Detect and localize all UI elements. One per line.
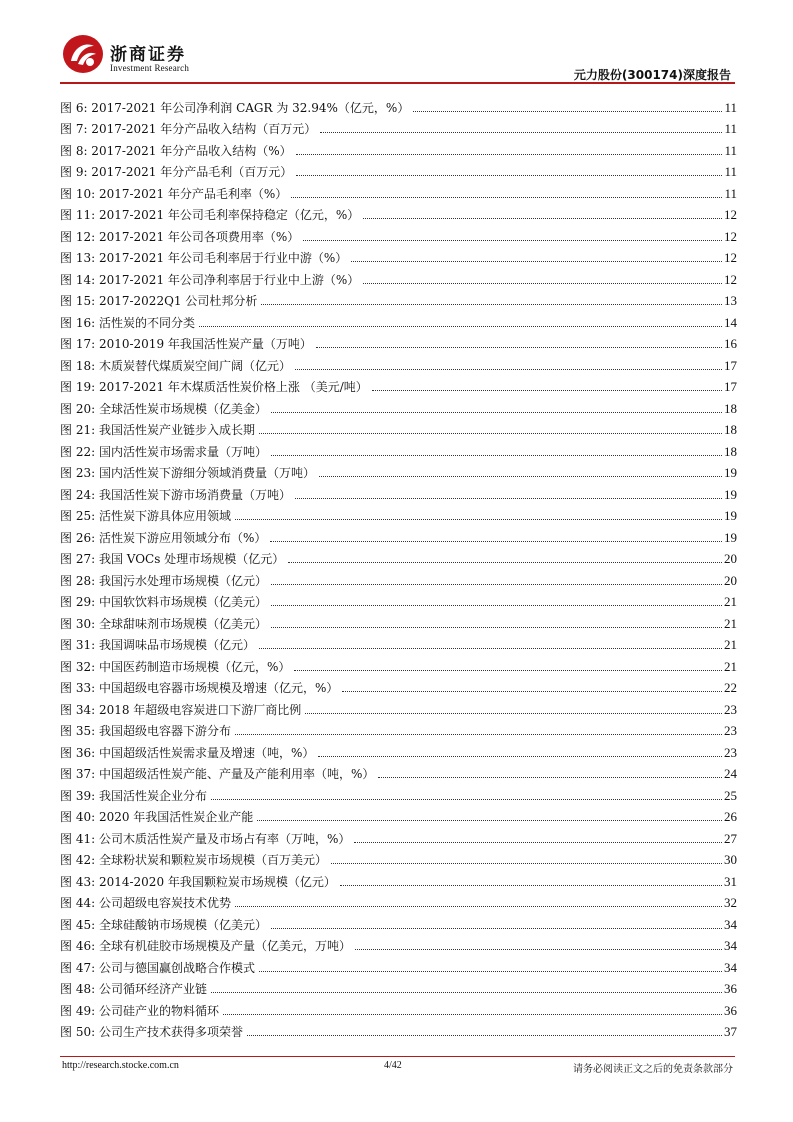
- report-title: 元力股份(300174)深度报告: [573, 68, 731, 82]
- toc-entry-page: 21: [724, 594, 737, 609]
- toc-entry-label: 图 13: 2017-2021 年公司毛利率居于行业中游（%）: [60, 251, 348, 265]
- toc-leader-dots: [235, 519, 722, 520]
- toc-entry[interactable]: [60, 416, 737, 438]
- toc-leader-dots: [303, 240, 722, 241]
- toc-entry-label: 图 39: 我国活性炭企业分布: [60, 788, 207, 803]
- toc-leader-dots: [271, 605, 722, 606]
- toc-leader-dots: [363, 283, 722, 284]
- toc-entry-label: 图 41: 公司木质活性炭产量及市场占有率（万吨，%）: [60, 831, 351, 846]
- toc-entry[interactable]: [60, 803, 737, 825]
- toc-entry-label: 图 28: 我国污水处理市场规模（亿元）: [60, 573, 267, 588]
- toc-leader-dots: [340, 885, 722, 886]
- toc-entry[interactable]: [60, 373, 737, 395]
- toc-entry-label: 图 26: 活性炭下游应用领域分布（%）: [60, 530, 267, 545]
- brand-name-en: Investment Research: [110, 63, 190, 73]
- toc-entry-page: 37: [724, 1024, 737, 1039]
- toc-entry-page: 36: [724, 1002, 737, 1018]
- toc-entry[interactable]: [60, 695, 737, 717]
- footer-url[interactable]: http://research.stocke.com.cn: [62, 1060, 179, 1071]
- toc-entry-page: 19: [724, 508, 737, 523]
- toc-entry-page: 11: [724, 164, 737, 179]
- toc-entry-label: 图 43: 2014-2020 年我国颗粒炭市场规模（亿元）: [60, 874, 336, 889]
- toc-entry-label: 图 42: 全球粉状炭和颗粒炭市场规模（百万美元）: [60, 853, 327, 867]
- toc-leader-dots: [247, 1035, 722, 1036]
- toc-entry-label: 图 17: 2010-2019 年我国活性炭产量（万吨）: [60, 337, 312, 351]
- toc-entry[interactable]: [60, 265, 737, 287]
- toc-entry[interactable]: [60, 437, 737, 459]
- toc-entry-label: 图 44: 公司超级电容炭技术优势: [60, 896, 231, 910]
- toc-leader-dots: [261, 304, 722, 305]
- toc-entry-page: 26: [724, 809, 737, 824]
- toc-entry[interactable]: [60, 287, 737, 309]
- toc-entry-label: 图 45: 全球硅酸钠市场规模（亿美元）: [60, 917, 267, 932]
- toc-leader-dots: [295, 369, 722, 370]
- toc-entry[interactable]: [60, 738, 737, 760]
- toc-entry[interactable]: [60, 179, 737, 201]
- footer-disclaimer-note: 请务必阅读正文之后的免责条款部分: [573, 1064, 733, 1075]
- toc-entry[interactable]: [60, 158, 737, 180]
- toc-entry-label: 图 19: 2017-2021 年木煤质活性炭价格上涨 （美元/吨）: [60, 380, 368, 394]
- toc-entry-page: 31: [724, 873, 737, 889]
- toc-leader-dots: [295, 498, 722, 499]
- toc-entry[interactable]: [60, 932, 737, 954]
- toc-entry-label: 图 46: 全球有机硅胶市场规模及产量（亿美元，万吨）: [60, 939, 351, 953]
- toc-entry-page: 12: [724, 271, 737, 287]
- toc-entry-label: 图 40: 2020 年我国活性炭企业产能: [60, 810, 254, 824]
- toc-entry[interactable]: [60, 136, 737, 158]
- toc-entry[interactable]: [60, 910, 737, 932]
- toc-entry-page: 20: [724, 551, 737, 566]
- toc-entry-page: 34: [724, 938, 737, 953]
- toc-entry-page: 19: [724, 486, 737, 502]
- toc-entry-page: 27: [724, 830, 737, 846]
- toc-leader-dots: [270, 541, 722, 542]
- toc-entry-label: 图 34: 2018 年超级电容炭进口下游厂商比例: [60, 702, 302, 717]
- toc-entry-label: 图 29: 中国软饮料市场规模（亿美元）: [60, 595, 267, 609]
- brand-name-cn: 浙商证券: [110, 45, 186, 65]
- toc-entry[interactable]: [60, 824, 737, 846]
- toc-entry-label: 图 35: 我国超级电容器下游分布: [60, 724, 231, 738]
- toc-entry[interactable]: [60, 781, 737, 803]
- toc-entry-page: 32: [724, 895, 737, 910]
- toc-leader-dots: [342, 691, 722, 692]
- toc-entry[interactable]: [60, 953, 737, 975]
- toc-entry-label: 图 33: 中国超级电容器市场规模及增速（亿元，%）: [60, 681, 339, 695]
- toc-leader-dots: [211, 799, 722, 800]
- toc-leader-dots: [271, 584, 722, 585]
- toc-entry[interactable]: [60, 1018, 737, 1040]
- toc-leader-dots: [413, 111, 722, 112]
- toc-entry-page: 17: [724, 379, 737, 394]
- toc-entry-label: 图 32: 中国医药制造市场规模（亿元，%）: [60, 659, 291, 674]
- footer-divider: [60, 1056, 735, 1057]
- toc-entry[interactable]: [60, 846, 737, 868]
- toc-entry-label: 图 23: 国内活性炭下游细分领域消费量（万吨）: [60, 466, 315, 480]
- toc-entry-page: 16: [724, 336, 737, 351]
- toc-leader-dots: [320, 132, 722, 133]
- toc-entry[interactable]: [60, 867, 737, 889]
- toc-leader-dots: [271, 455, 722, 456]
- toc-entry[interactable]: [60, 394, 737, 416]
- toc-entry[interactable]: [60, 652, 737, 674]
- toc-entry-page: 36: [724, 981, 737, 996]
- figure-list: [60, 93, 737, 1039]
- toc-leader-dots: [257, 820, 722, 821]
- toc-leader-dots: [259, 971, 722, 972]
- header-divider: [60, 82, 735, 84]
- toc-entry-label: 图 6: 2017-2021 年公司净利润 CAGR 为 32.94%（亿元，%）: [60, 100, 410, 115]
- toc-leader-dots: [199, 326, 722, 327]
- toc-entry[interactable]: [60, 480, 737, 502]
- toc-entry-page: 24: [724, 766, 737, 781]
- toc-entry[interactable]: [60, 244, 737, 266]
- toc-entry[interactable]: [60, 523, 737, 545]
- toc-leader-dots: [316, 347, 722, 348]
- toc-entry-page: 34: [724, 959, 737, 975]
- toc-entry-label: 图 27: 我国 VOCs 处理市场规模（亿元）: [60, 552, 285, 566]
- toc-entry[interactable]: [60, 588, 737, 610]
- toc-leader-dots: [296, 175, 722, 176]
- toc-entry-label: 图 8: 2017-2021 年分产品收入结构（%）: [60, 143, 292, 158]
- toc-entry[interactable]: [60, 308, 737, 330]
- toc-entry-label: 图 25: 活性炭下游具体应用领域: [60, 509, 231, 523]
- toc-entry[interactable]: [60, 330, 737, 352]
- toc-leader-dots: [294, 670, 722, 671]
- toc-entry-page: 21: [724, 615, 737, 631]
- toc-leader-dots: [259, 433, 722, 434]
- toc-entry[interactable]: [60, 115, 737, 137]
- page-header: [0, 0, 793, 85]
- toc-leader-dots: [288, 562, 722, 563]
- toc-entry-page: 21: [724, 658, 737, 674]
- toc-leader-dots: [372, 390, 722, 391]
- toc-leader-dots: [271, 928, 722, 929]
- toc-entry[interactable]: [60, 201, 737, 223]
- toc-entry-page: 21: [724, 637, 737, 652]
- toc-entry-label: 图 11: 2017-2021 年公司毛利率保持稳定（亿元，%）: [60, 208, 360, 222]
- toc-entry-page: 13: [724, 293, 737, 308]
- toc-entry[interactable]: [60, 996, 737, 1018]
- toc-entry-page: 25: [724, 787, 737, 803]
- toc-entry-page: 22: [724, 680, 737, 695]
- toc-leader-dots: [331, 863, 722, 864]
- toc-entry[interactable]: [60, 459, 737, 481]
- toc-entry-label: 图 9: 2017-2021 年分产品毛利（百万元）: [60, 165, 293, 179]
- toc-entry[interactable]: [60, 609, 737, 631]
- toc-entry-page: 19: [724, 529, 737, 545]
- toc-entry-label: 图 49: 公司硅产业的物料循环: [60, 1003, 219, 1018]
- toc-entry[interactable]: [60, 631, 737, 653]
- toc-entry-label: 图 50: 公司生产技术获得多项荣誉: [60, 1025, 243, 1039]
- toc-entry-page: 19: [724, 465, 737, 480]
- toc-entry-label: 图 12: 2017-2021 年公司各项费用率（%）: [60, 229, 300, 244]
- toc-entry-page: 11: [724, 142, 737, 158]
- toc-entry-label: 图 16: 活性炭的不同分类: [60, 315, 195, 330]
- toc-leader-dots: [351, 261, 722, 262]
- toc-entry-label: 图 15: 2017-2022Q1 公司杜邦分析: [60, 294, 258, 308]
- toc-leader-dots: [271, 412, 722, 413]
- toc-leader-dots: [291, 197, 722, 198]
- toc-entry[interactable]: [60, 975, 737, 997]
- toc-leader-dots: [235, 906, 722, 907]
- toc-entry-label: 图 36: 中国超级活性炭需求量及增速（吨，%）: [60, 745, 315, 760]
- toc-entry-label: 图 14: 2017-2021 年公司净利率居于行业中上游（%）: [60, 272, 360, 287]
- toc-leader-dots: [223, 1014, 722, 1015]
- toc-entry-page: 11: [724, 121, 737, 136]
- toc-entry[interactable]: [60, 760, 737, 782]
- toc-entry-label: 图 30: 全球甜味剂市场规模（亿美元）: [60, 616, 267, 631]
- toc-entry-page: 23: [724, 744, 737, 760]
- toc-entry[interactable]: [60, 93, 737, 115]
- toc-entry-label: 图 37: 中国超级活性炭产能、产量及产能利用率（吨，%）: [60, 767, 375, 781]
- toc-leader-dots: [271, 627, 722, 628]
- toc-entry[interactable]: [60, 717, 737, 739]
- toc-entry-label: 图 20: 全球活性炭市场规模（亿美金）: [60, 401, 267, 416]
- toc-entry-page: 11: [724, 185, 737, 201]
- toc-entry-page: 12: [724, 228, 737, 244]
- toc-leader-dots: [259, 648, 722, 649]
- toc-entry-page: 11: [724, 99, 737, 115]
- toc-leader-dots: [355, 949, 722, 950]
- footer-page-number: 4/42: [384, 1060, 402, 1071]
- toc-entry-label: 图 24: 我国活性炭下游市场消费量（万吨）: [60, 487, 291, 502]
- zheshang-logo-icon: [62, 34, 104, 74]
- toc-entry-page: 34: [724, 916, 737, 932]
- toc-entry-page: 20: [724, 572, 737, 588]
- toc-entry-page: 18: [724, 422, 737, 437]
- toc-entry[interactable]: [60, 889, 737, 911]
- toc-leader-dots: [296, 154, 723, 155]
- toc-leader-dots: [378, 777, 722, 778]
- toc-entry-page: 14: [724, 314, 737, 330]
- toc-entry[interactable]: [60, 502, 737, 524]
- toc-entry-label: 图 31: 我国调味品市场规模（亿元）: [60, 638, 255, 652]
- toc-entry[interactable]: [60, 351, 737, 373]
- toc-entry[interactable]: [60, 545, 737, 567]
- toc-entry-label: 图 22: 国内活性炭市场需求量（万吨）: [60, 444, 267, 459]
- toc-leader-dots: [305, 713, 722, 714]
- toc-entry-page: 12: [724, 250, 737, 265]
- toc-entry[interactable]: [60, 222, 737, 244]
- toc-entry-page: 23: [724, 723, 737, 738]
- toc-entry-page: 17: [724, 357, 737, 373]
- toc-entry-page: 18: [724, 400, 737, 416]
- toc-entry-label: 图 18: 木质炭替代煤质炭空间广阔（亿元）: [60, 358, 291, 373]
- toc-entry-page: 30: [724, 852, 737, 867]
- toc-leader-dots: [318, 756, 722, 757]
- toc-entry[interactable]: [60, 674, 737, 696]
- toc-entry-label: 图 47: 公司与德国赢创战略合作模式: [60, 960, 255, 975]
- toc-leader-dots: [354, 842, 722, 843]
- toc-leader-dots: [319, 476, 722, 477]
- toc-entry-label: 图 21: 我国活性炭产业链步入成长期: [60, 423, 255, 437]
- toc-entry-page: 12: [724, 207, 737, 222]
- toc-entry-label: 图 48: 公司循环经济产业链: [60, 982, 207, 996]
- toc-leader-dots: [363, 218, 722, 219]
- toc-entry[interactable]: [60, 566, 737, 588]
- toc-entry-label: 图 7: 2017-2021 年分产品收入结构（百万元）: [60, 122, 317, 136]
- toc-entry-label: 图 10: 2017-2021 年分产品毛利率（%）: [60, 186, 288, 201]
- toc-leader-dots: [235, 734, 722, 735]
- toc-leader-dots: [211, 992, 722, 993]
- toc-entry-page: 23: [724, 701, 737, 717]
- toc-entry-page: 18: [724, 443, 737, 459]
